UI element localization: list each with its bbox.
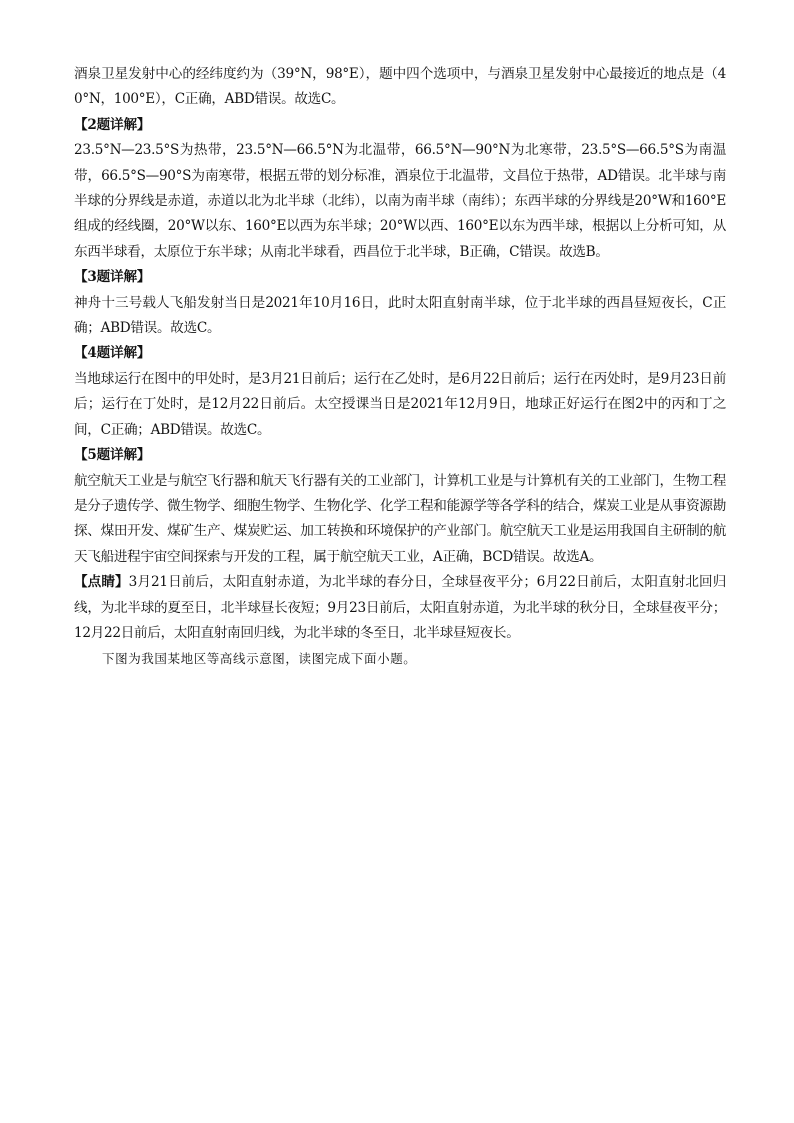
answer-paragraph-1: 酒泉卫星发射中心的经纬度约为（39°N，98°E），题中四个选项中，与酒泉卫星发射中心最接近的地点是（40°N，100°E），C正确，ABD错误。故选C。 (74, 66, 726, 108)
tip-text: 3月21日前后，太阳直射赤道，为北半球的春分日，全球昼夜平分；6月22日前后，太阳直射北回归线，为北半球的夏至日，北半球昼长夜短；9月23日前后，太阳直射赤道，为北半球的秋分日，全球昼夜平分；12月22日前后，太阳直射南回归线，为北半球的冬至日，北半球昼短夜长。 (74, 574, 726, 641)
answer-paragraph-3: 神舟十三号载人飞船发射当日是2021年10月16日，此时太阳直射南半球，位于北半球的西昌昼短夜长，C正确；ABD错误。故选C。 (74, 294, 726, 337)
document-page (74, 62, 726, 672)
answer-paragraph-2: 23.5°N—23.5°S为热带，23.5°N—66.5°N为北温带，66.5°N—90°N为北寒带，23.5°S—66.5°S为南温带，66.5°S—90°S为南寒带，根据五带的划分标准，酒泉位于北温带，文昌位于热带，AD错误。北半球与南半球的分界线是赤道，赤道以北为北半球（北纬），以南为南半球（南纬）；东西半球的分界线是20°W和160°E组成的经线圈，20°W以东、160°E以西为东半球；20°W以西、160°E以东为西半球，根据以上分析可知，从东西半球看，太原位于东半球；从南北半球看，西昌位于北半球，B正确，C错误。故选B。 (74, 142, 726, 260)
answer-paragraph-4: 当地球运行在图中的甲处时，是3月21日前后；运行在乙处时，是6月22日前后；运行在丙处时，是9月23日前后；运行在丁处时，是12月22日前后。太空授课当日是2021年12月9日，地球正好运行在图2中的丙和丁之间，C正确；ABD错误。故选C。 (74, 370, 726, 438)
section-heading-5: 【5题详解】 (74, 447, 151, 464)
tip-label: 【点睛】 (74, 574, 129, 591)
tip-paragraph (74, 570, 726, 646)
section-heading-3: 【3题详解】 (74, 269, 151, 286)
question-intro: 下图为我国某地区等高线示意图，读图完成下面小题。 (102, 651, 417, 667)
section-heading-2: 【2题详解】 (74, 116, 151, 133)
section-heading-4: 【4题详解】 (74, 345, 151, 362)
answer-paragraph-5: 航空航天工业是与航空飞行器和航天飞行器有关的工业部门，计算机工业是与计算机有关的工业部门，生物工程是分子遗传学、微生物学、细胞生物学、生物化学、化学工程和能源学等各学科的结合，煤炭工业是从事资源勘探、煤田开发、煤矿生产、煤炭贮运、加工转换和环境保护的产业部门。航空航天工业是运用我国自主研制的航天飞船进程宇宙空间探索与开发的工程，属于航空航天工业，A正确，BCD错误。故选A。 (74, 472, 726, 565)
